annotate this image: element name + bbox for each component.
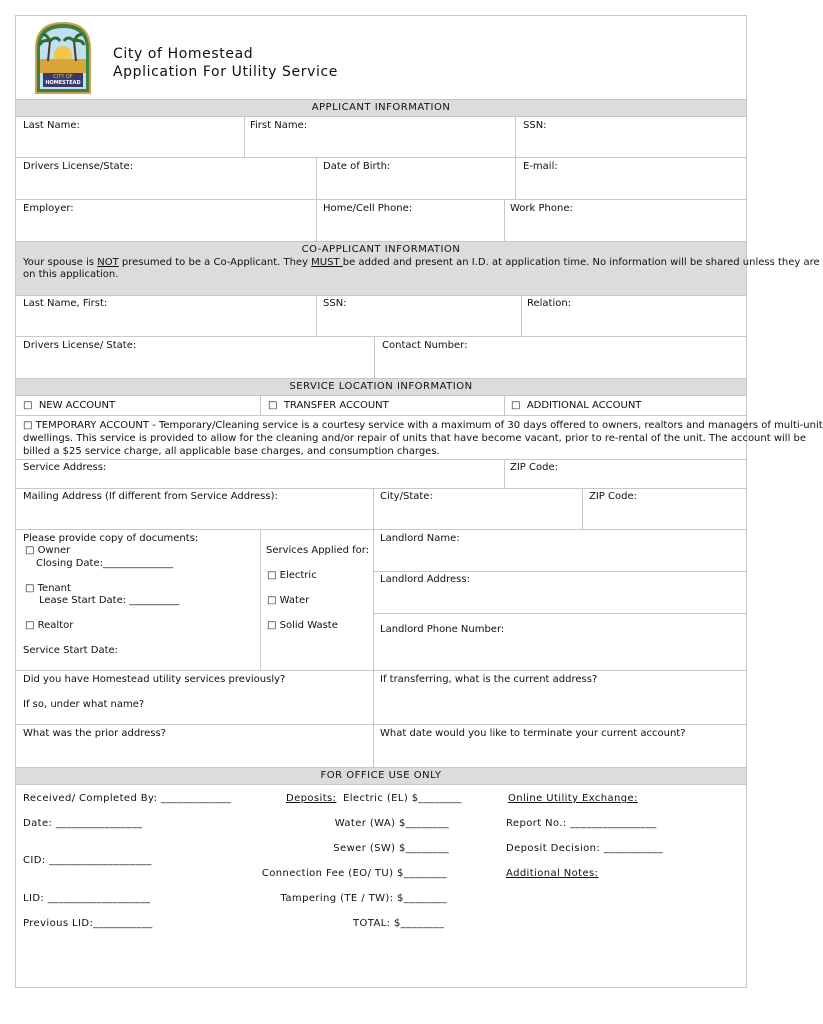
application-form <box>15 15 823 988</box>
co-drivers-license-label[interactable]: Drivers License/ State: <box>23 340 137 351</box>
deposits-label: Deposits: <box>286 793 337 804</box>
co-ssn-label[interactable]: SSN: <box>323 298 347 309</box>
terminate-date-label[interactable]: What date would you like to terminate your current account? <box>380 728 686 739</box>
connection-fee-field[interactable]: Connection Fee (EO/ TU) $________ <box>261 868 447 879</box>
landlord-address-label[interactable]: Landlord Address: <box>380 574 470 585</box>
additional-notes-label: Additional Notes: <box>506 868 599 879</box>
total-field[interactable]: TOTAL: $________ <box>352 918 444 929</box>
checkbox-icon[interactable]: □ <box>268 400 278 411</box>
new-account-checkbox[interactable]: □ NEW ACCOUNT <box>23 400 116 411</box>
water-deposit-field[interactable]: Water (WA) $________ <box>334 818 449 829</box>
checkbox-icon[interactable]: □ <box>25 583 35 594</box>
checkbox-icon[interactable]: □ <box>23 400 33 411</box>
last-name-label[interactable]: Last Name: <box>23 120 80 131</box>
tenant-checkbox[interactable]: □ Tenant <box>25 583 71 594</box>
first-name-label[interactable]: First Name: <box>250 120 308 131</box>
co-contact-label[interactable]: Contact Number: <box>382 340 468 351</box>
owner-checkbox[interactable]: □ Owner <box>25 545 71 556</box>
checkbox-icon[interactable]: □ <box>267 570 277 581</box>
co-relation-label[interactable]: Relation: <box>527 298 572 309</box>
employer-label[interactable]: Employer: <box>23 203 74 214</box>
applicant-heading: APPLICANT INFORMATION <box>311 102 451 113</box>
realtor-checkbox[interactable]: □ Realtor <box>25 620 74 631</box>
service-start-label[interactable]: Service Start Date: <box>23 645 119 656</box>
prev-services-label[interactable]: Did you have Homestead utility services previously? <box>23 674 286 685</box>
closing-date-field[interactable]: Closing Date:______________ <box>36 558 174 569</box>
service-heading: SERVICE LOCATION INFORMATION <box>289 381 473 392</box>
tampering-field[interactable]: Tampering (TE / TW): $________ <box>280 893 447 904</box>
service-zip-label[interactable]: ZIP Code: <box>510 462 558 473</box>
sewer-deposit-field[interactable]: Sewer (SW) $________ <box>333 843 449 854</box>
ssn-label[interactable]: SSN: <box>523 120 547 131</box>
coapplicant-heading: CO-APPLICANT INFORMATION <box>301 244 461 255</box>
city-state-label[interactable]: City/State: <box>380 491 433 502</box>
logo-text-bottom: HOMESTEAD <box>45 80 81 86</box>
under-name-label[interactable]: If so, under what name? <box>23 699 145 710</box>
temp-account-line2: dwellings. This service is provided to allow for the cleaning and/or repair of units that have become vacant, prior to re-rental of the unit. The account will be <box>23 433 807 444</box>
cid-field[interactable]: CID: ___________________ <box>23 855 152 866</box>
mailing-address-label[interactable]: Mailing Address (If different from Service Address): <box>23 491 278 502</box>
landlord-name-label[interactable]: Landlord Name: <box>380 533 460 544</box>
coapplicant-note-line1: Your spouse is NOT presumed to be a Co-Applicant. They MUST be added and present an I.D. at application time. No information will be shared unless they are <box>23 257 820 268</box>
form-title-line2: Application For Utility Service <box>113 64 338 80</box>
co-last-first-label[interactable]: Last Name, First: <box>23 298 108 309</box>
water-checkbox[interactable]: □ Water <box>267 595 310 606</box>
transfer-account-checkbox[interactable]: □ TRANSFER ACCOUNT <box>268 400 389 411</box>
received-by-field[interactable]: Received/ Completed By: _____________ <box>23 793 232 804</box>
checkbox-icon[interactable]: □ <box>25 620 35 631</box>
services-applied-label: Services Applied for: <box>266 545 370 556</box>
service-address-label[interactable]: Service Address: <box>23 462 107 473</box>
temp-account-line3: billed a $25 service charge, all applicable base charges, and consumption charges. <box>23 446 440 457</box>
logo-text-top: CITY OF <box>53 74 73 80</box>
email-label[interactable]: E-mail: <box>523 161 558 172</box>
form-title-line1: City of Homestead <box>113 46 254 62</box>
deposit-decision-field[interactable]: Deposit Decision: ___________ <box>506 843 664 854</box>
solid-waste-checkbox[interactable]: □ Solid Waste <box>267 620 338 631</box>
checkbox-icon[interactable]: □ <box>267 595 277 606</box>
checkbox-icon[interactable]: □ <box>23 420 33 431</box>
office-heading: FOR OFFICE USE ONLY <box>320 770 442 781</box>
electric-deposit-field[interactable]: Electric (EL) $________ <box>343 793 462 804</box>
temp-account-line1[interactable]: □ TEMPORARY ACCOUNT - Temporary/Cleaning service is a courtesy service with a maximum of 30 days offered to owners, realtors and managers of multi-unit <box>23 420 823 431</box>
city-logo <box>34 21 92 95</box>
checkbox-icon[interactable]: □ <box>267 620 277 631</box>
prior-address-label[interactable]: What was the prior address? <box>23 728 166 739</box>
additional-account-checkbox[interactable]: □ ADDITIONAL ACCOUNT <box>511 400 642 411</box>
previous-lid-field[interactable]: Previous LID:___________ <box>23 918 153 929</box>
dob-label[interactable]: Date of Birth: <box>323 161 391 172</box>
checkbox-icon[interactable]: □ <box>511 400 521 411</box>
lid-field[interactable]: LID: ___________________ <box>23 893 151 904</box>
transfer-address-label[interactable]: If transferring, what is the current address? <box>380 674 598 685</box>
online-utility-exchange-label: Online Utility Exchange: <box>508 793 638 804</box>
checkbox-icon[interactable]: □ <box>25 545 35 556</box>
mailing-zip-label[interactable]: ZIP Code: <box>589 491 637 502</box>
work-phone-label[interactable]: Work Phone: <box>510 203 573 214</box>
docs-label: Please provide copy of documents: <box>23 533 199 544</box>
office-date-field[interactable]: Date: ________________ <box>23 818 143 829</box>
coapplicant-note-line2: on this application. <box>23 269 119 280</box>
report-number-field[interactable]: Report No.: ________________ <box>506 818 657 829</box>
drivers-license-label[interactable]: Drivers License/State: <box>23 161 134 172</box>
electric-checkbox[interactable]: □ Electric <box>267 570 317 581</box>
landlord-phone-label[interactable]: Landlord Phone Number: <box>380 624 505 635</box>
home-phone-label[interactable]: Home/Cell Phone: <box>323 203 413 214</box>
lease-start-field[interactable]: Lease Start Date: __________ <box>39 595 180 606</box>
